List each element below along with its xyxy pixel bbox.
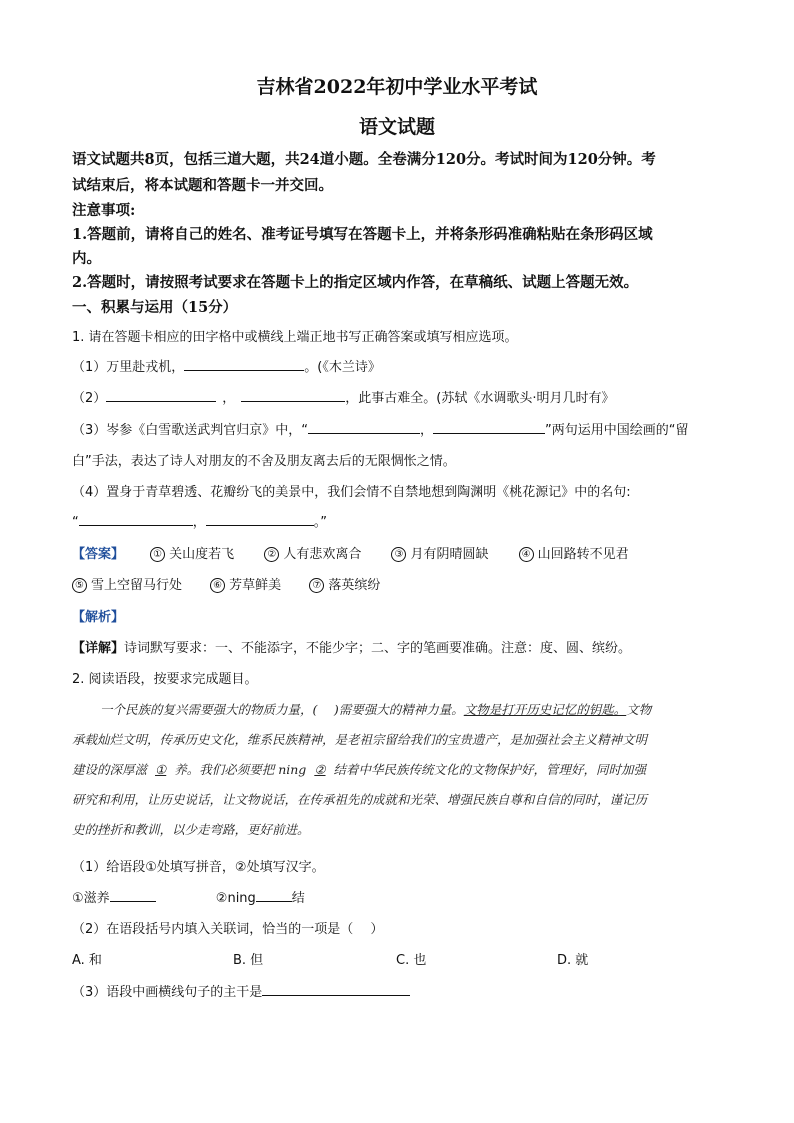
- q1-sub3-line-2: 白”手法，表达了诗人对朋友的不舍及朋友离去后的无限惆怅之情。: [72, 454, 456, 469]
- answer-item: [519, 543, 629, 562]
- q1-sub2-mid: ，: [222, 391, 236, 406]
- q1-sub4-mid: ，: [192, 515, 206, 530]
- q1-sub2-suffix: ，此事古难全。(苏轼《水调歌头·明月几时有》: [345, 391, 615, 406]
- q1-sub1-prefix: （1）万里赴戎机，: [72, 360, 185, 375]
- answer-text: 关山度若飞: [169, 547, 235, 562]
- answer-num: ②: [264, 547, 279, 562]
- underlined-sentence: 文物是打开历史记忆的钥匙。: [463, 702, 627, 717]
- q1-stem: 1. 请在答题卡相应的田字格中或横线上端正地书写正确答案或填写相应选项。: [72, 330, 518, 345]
- q2-sub3: [72, 981, 410, 1000]
- q1-sub1-blank[interactable]: [184, 357, 304, 371]
- blank-marker-1: ①: [155, 762, 167, 777]
- q2-stem: 2. 阅读语段，按要求完成题目。: [72, 672, 258, 687]
- passage-text: 养。我们必须要把 ning: [174, 762, 307, 777]
- answer-item: [264, 543, 361, 562]
- q1-sub4-blank-1[interactable]: [79, 512, 193, 526]
- q1-sub3-blank-1[interactable]: [308, 420, 420, 434]
- detail-label: 【详解】: [72, 641, 125, 656]
- analysis-label: 【解析】: [72, 610, 125, 625]
- q2-sub3-text: （3）语段中画横线句子的主干是: [72, 985, 263, 1000]
- note-1-line-2: 内。: [72, 250, 101, 267]
- passage-line-3: [72, 760, 646, 778]
- answer-num: ⑥: [210, 578, 225, 593]
- answer-text: 人有悲欢离合: [283, 547, 362, 562]
- answer-num: ⑦: [309, 578, 324, 593]
- q1-sub3-prefix: （3）岑参《白雪歌送武判官归京》中，“: [72, 423, 309, 438]
- q1-sub4-line-1: （4）置身于青草碧透、花瓣纷飞的美景中，我们会情不自禁地想到陶渊明《桃花源记》中的名句:: [72, 485, 631, 500]
- q1-sub4-line-2: [72, 511, 327, 530]
- answer-item: [210, 574, 281, 593]
- q1-sub3-suffix: ”两句运用中国绘画的“留: [545, 423, 689, 438]
- passage-text: 一个民族的复兴需要强大的物质力量，( )需要强大的精神力量。: [100, 702, 464, 717]
- note-1-line-1: 1.答题前，请将自己的姓名、准考证号填写在答题卡上，并将条形码准确粘贴在条形码区域: [72, 226, 653, 243]
- q2-sub1: （1）给语段①处填写拼音，②处填写汉字。: [72, 860, 325, 875]
- q1-sub1: [72, 356, 381, 375]
- detail-text: 诗词默写要求：一、不能添字，不能少字；二、字的笔画要准确。注意：度、圆、缤纷。: [124, 641, 632, 656]
- q1-sub3-mid: ，: [420, 423, 434, 438]
- passage-line-5: 史的挫折和教训，以少走弯路，更好前进。: [72, 822, 310, 837]
- option-c[interactable]: C. 也: [396, 953, 427, 968]
- passage-text: 建设的深厚滋: [72, 762, 148, 777]
- sub1-item-2-suffix: 结: [291, 891, 305, 906]
- answer-item: [391, 543, 488, 562]
- sub1-item-2: ②ning: [215, 891, 256, 906]
- q2-sub1-blanks: [72, 887, 305, 906]
- q1-answer-line-2: [72, 574, 380, 593]
- detail-line: [72, 637, 631, 656]
- note-2: 2.答题时，请按照考试要求在答题卡上的指定区域内作答，在草稿纸、试题上答题无效。: [72, 274, 639, 291]
- q2-sub2: （2）在语段括号内填入关联词，恰当的一项是（ ）: [72, 922, 384, 937]
- q1-sub3: [72, 419, 689, 438]
- section-1-heading: 一、积累与运用（15分）: [72, 299, 238, 316]
- passage-line-1: [100, 700, 651, 718]
- answer-item: [150, 543, 234, 562]
- q2-passage: [72, 700, 724, 840]
- q1-sub3-blank-2[interactable]: [433, 420, 545, 434]
- q1-sub1-suffix: 。(《木兰诗》: [304, 360, 381, 375]
- page-title: 吉林省2022年初中学业水平考试: [256, 76, 538, 98]
- answer-num: ③: [391, 547, 406, 562]
- answer-num: ⑤: [72, 578, 87, 593]
- answer-text: 落英缤纷: [328, 578, 381, 593]
- q1-sub4-open: “: [72, 515, 79, 530]
- passage-line-4: 研究和利用，让历史说话，让文物说话，在传承祖先的成就和光荣、增强民族自尊和自信的同时，谨记历: [72, 792, 648, 807]
- answer-item: [309, 574, 380, 593]
- q1-sub2-prefix: （2）: [72, 391, 107, 406]
- q1-sub2: [72, 387, 615, 406]
- answer-text: 月有阴晴圆缺: [410, 547, 489, 562]
- answer-label: 【答案】: [72, 547, 125, 562]
- q1-sub4-close: 。”: [313, 515, 328, 530]
- passage-text: 文物: [626, 702, 652, 717]
- option-b[interactable]: B. 但: [233, 953, 264, 968]
- blank-marker-2: ②: [314, 762, 326, 777]
- passage-line-2: 承载灿烂文明，传承历史文化，维系民族精神，是老祖宗留给我们的宝贵遗产，是加强社会主义精神文明: [72, 732, 648, 747]
- q1-sub4-blank-2[interactable]: [206, 512, 314, 526]
- intro-line-1: 语文试题共8页，包括三道大题，共24道小题。全卷满分120分。考试时间为120分钟。考: [72, 151, 656, 168]
- notes-title: 注意事项:: [72, 202, 136, 219]
- answer-text: 芳草鲜美: [229, 578, 282, 593]
- answer-num: ④: [519, 547, 534, 562]
- pinyin-blank[interactable]: [110, 888, 156, 902]
- answer-num: ①: [150, 547, 165, 562]
- answer-text: 山回路转不见君: [537, 547, 629, 562]
- page-subtitle: 语文试题: [358, 116, 435, 138]
- q1-sub2-blank-1[interactable]: [106, 388, 216, 402]
- q2-sub3-blank[interactable]: [262, 982, 410, 996]
- hanzi-blank[interactable]: [256, 888, 292, 902]
- sub1-item-1: ①滋养: [72, 891, 110, 906]
- passage-text: 结着中华民族传统文化的文物保护好，管理好，同时加强: [333, 762, 647, 777]
- answer-text: 雪上空留马行处: [91, 578, 183, 593]
- option-d[interactable]: D. 就: [557, 953, 589, 968]
- q1-answer-line-1: [72, 543, 629, 562]
- answer-item: [72, 574, 182, 593]
- q1-sub2-blank-2[interactable]: [241, 388, 345, 402]
- intro-line-2: 试结束后，将本试题和答题卡一并交回。: [72, 177, 333, 194]
- option-a[interactable]: A. 和: [72, 953, 102, 968]
